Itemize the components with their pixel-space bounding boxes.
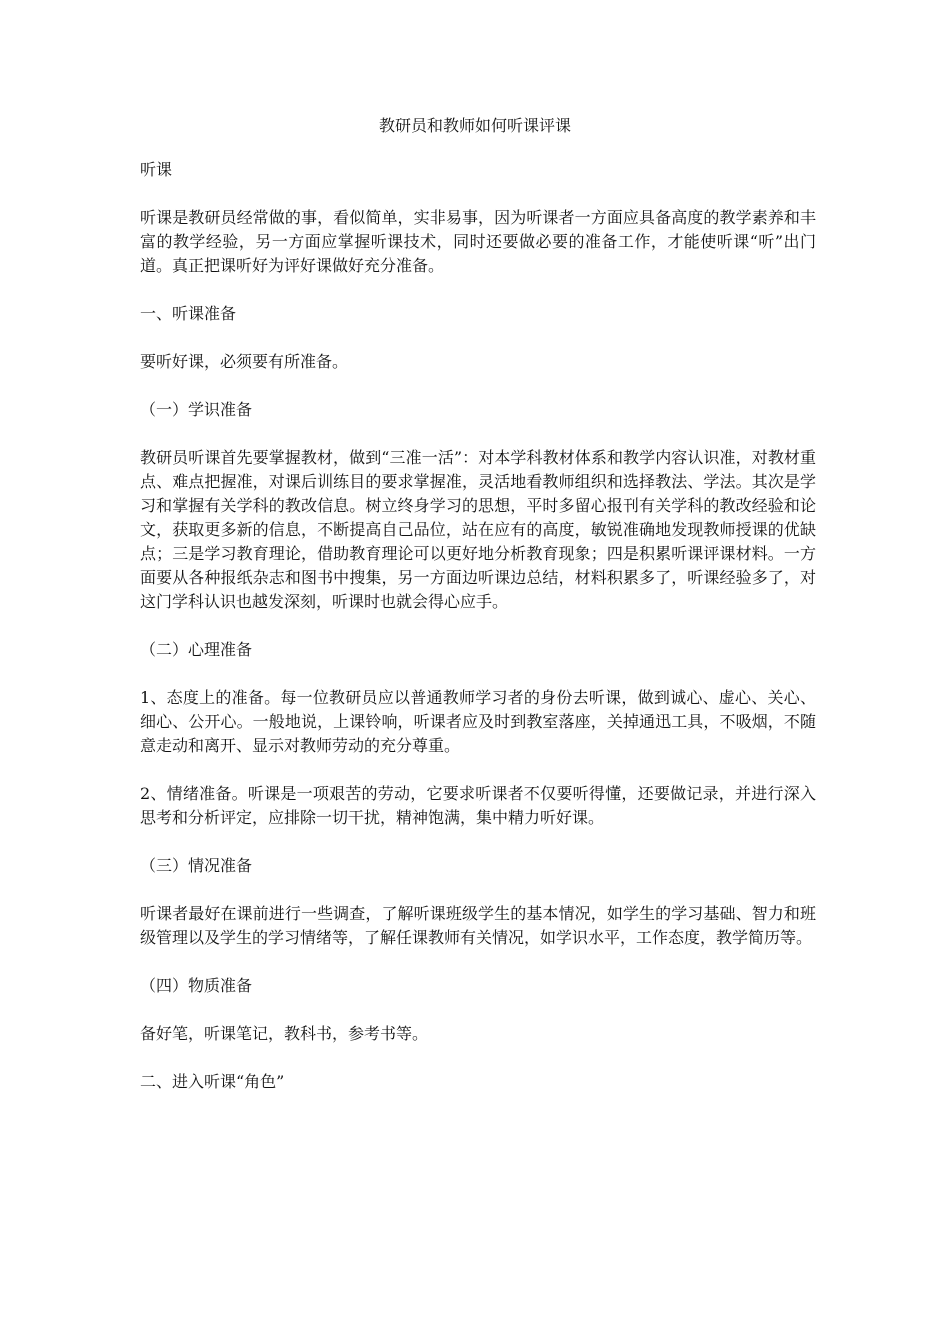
emotion-paragraph: 2、情绪准备。听课是一项艰苦的劳动，它要求听课者不仅要听得懂，还要做记录，并进行深入思考和分析评定，应排除一切干扰，精神饱满，集中精力听好课。 <box>140 784 816 827</box>
section-heading-preparation: 一、听课准备 <box>140 304 237 323</box>
section-heading-role: 二、进入听课“角色” <box>140 1072 285 1091</box>
knowledge-paragraph: 教研员听课首先要掌握教材，做到“三准一活”：对本学科教材体系和教学内容认识准，对教材重点、难点把握准，对课后训练目的要求掌握准，灵活地看教师组织和选择教法、学法。其次是学习和掌握有关学科的教改信息。树立终身学习的思想，平时多留心报刊有关学科的教改经验和论文，获取更多新的信息，不断提高自己品位，站在应有的高度，敏锐准确地发现教师授课的优缺点；三是学习教育理论，借助教育理论可以更好地分析教育现象；四是积累听课评课材料。一方面要从各种报纸杂志和图书中搜集，另一方面边听课边总结，材料积累多了，听课经验多了，对这门学科认识也越发深刻，听课时也就会得心应手。 <box>140 448 816 611</box>
intro-paragraph: 听课是教研员经常做的事，看似简单，实非易事，因为听课者一方面应具备高度的教学素养和丰富的教学经验，另一方面应掌握听课技术，同时还要做必要的准备工作，才能使听课“听”出门道。真正把课听好为评好课做好充分准备。 <box>140 208 816 275</box>
document-body <box>140 158 816 1118</box>
attitude-paragraph: 1、态度上的准备。每一位教研员应以普通教师学习者的身份去听课，做到诚心、虚心、关心、细心、公开心。一般地说，上课铃响，听课者应及时到教室落座，关掉通迅工具，不吸烟，不随意走动和离开、显示对教师劳动的充分尊重。 <box>140 688 816 755</box>
subheading-situation: （三）情况准备 <box>140 856 253 875</box>
preparation-intro: 要听好课，必须要有所准备。 <box>140 352 349 371</box>
subheading-psychology: （二）心理准备 <box>140 640 253 659</box>
situation-paragraph: 听课者最好在课前进行一些调查，了解听课班级学生的基本情况，如学生的学习基础、智力和班级管理以及学生的学习情绪等，了解任课教师有关情况，如学识水平，工作态度，教学简历等。 <box>140 904 816 947</box>
document-title: 教研员和教师如何听课评课 <box>378 116 571 135</box>
materials-paragraph: 备好笔，听课笔记，教科书，参考书等。 <box>140 1024 429 1043</box>
subheading-knowledge: （一）学识准备 <box>140 400 253 419</box>
subheading-materials: （四）物质准备 <box>140 976 253 995</box>
section-heading-listen: 听课 <box>140 160 173 179</box>
